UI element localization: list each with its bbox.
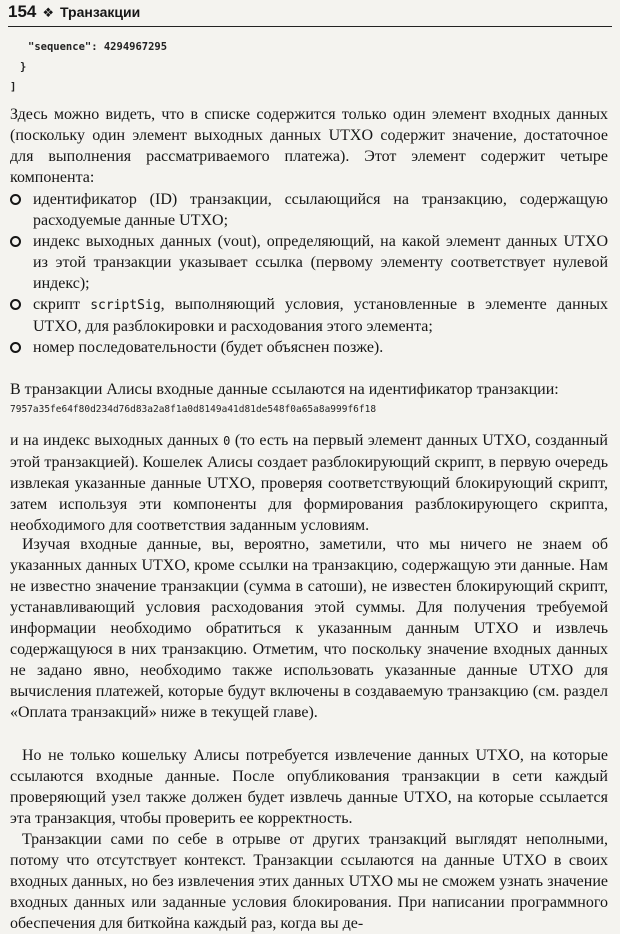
code-line-close-brace: } [20,61,27,73]
paragraph-context: Транзакции сами по себе в отрыве от других транзакций выглядят неполными, потому что отсутствует контекст. Транзакции ссылаются на данные UTXO в своих входных данных, но без извлечения этих данных UTXO мы не сможем узнать значение входных данных или заданные условия блокирования. При написании программного обеспечения для биткойна каждый раз, когда вы де- [10,831,608,932]
diamond-icon: ❖ [42,5,55,20]
list-item [8,337,608,358]
circle-bullet-icon [10,299,21,310]
list-item [8,189,608,231]
list-item-text-after: , выполняющий условия, установленные в элементе данных UTXO, для разблокировки и расходования этого элемента; [33,296,608,335]
code-line-close-bracket: ] [10,81,17,93]
paragraph-txid-intro: В транзакции Алисы входные данные ссылаются на идентификатор транзакции: [10,381,559,398]
circle-bullet-icon [10,194,21,205]
code-block-top [10,37,167,97]
list-item-text [33,294,608,337]
list-item-text: идентификатор (ID) транзакции, ссылающийся на транзакцию, содержащую расходуемые данные UTXO; [33,191,608,229]
list-item-text-before: скрипт [33,296,91,313]
paragraph-vout [10,430,608,536]
list-item-text: номер последовательности (будет объяснен позже). [33,339,384,356]
paragraph-validation: Но не только кошельку Алисы потребуется извлечение данных UTXO, на которые ссылаются входные данные. После опубликования транзакции в сети каждый проверяющий узел также должен будет извлечь данные UTXO, на которые ссылается эта транзакция, чтобы проверить ее корректность. [10,747,608,827]
transaction-id-code: 7957a35fe64f80d234d76d83a2a8f1a0d8149a41d81de548f0a65a8a999f6f18 [10,404,377,415]
page-header [8,2,612,27]
paragraph-vout-after: (то есть на первый элемент данных UTXO, созданный этой транзакцией). Кошелек Алисы создает разблокирующий скрипт, в первую очередь извлекая указанные данные UTXO, проверяя соответствующий блокирующий скрипт, затем используя эти компоненты для формирования разблокирующего скрипта, необходимого для соответствия заданным условиям. [10,432,608,534]
list-item [8,231,608,294]
paragraph-vout-before: и на индекс выходных данных [10,432,224,449]
circle-bullet-icon [10,342,21,353]
inline-code-zero: 0 [223,434,231,448]
page-number: 154 [8,2,37,21]
circle-bullet-icon [10,236,21,247]
bullet-list [8,189,608,358]
chapter-title: Транзакции [60,4,141,20]
paragraph-inputs: Изучая входные данные, вы, вероятно, заметили, что мы ничего не знаем об указанных данных UTXO, кроме ссылки на транзакцию, содержащую эти данные. Нам не известно значение транзакции (сумма в сатоши), не известен блокирующий скрипт, устанавливающий условия расходования этой суммы. Для получения требуемой информации необходимо обратиться к указанным данным UTXO и извлечь содержащуюся в них транзакцию. Отметим, что поскольку значение входных данных не задано явно, необходимо также использовать указанные данные UTXO для вычисления платежей, которые будут включены в создаваемую транзакцию (см. раздел «Оплата транзакций» ниже в текущей главе). [10,536,608,721]
code-line-sequence: "sequence": 4294967295 [28,41,168,53]
list-item [8,294,608,337]
paragraph-intro: Здесь можно видеть, что в списке содержится только один элемент входных данных (поскольку один элемент выходных данных UTXO содержит значение, достаточное для выполнения рассматриваемого платежа). Этот элемент содержит четыре компонента: [10,106,608,186]
list-item-text: индекс выходных данных (vout), определяющий, на какой элемент данных UTXO из этой транзакции указывает ссылка (первому элементу соответствует нулевой индекс); [33,233,608,292]
inline-code-scriptsig: scriptSig [90,298,161,313]
